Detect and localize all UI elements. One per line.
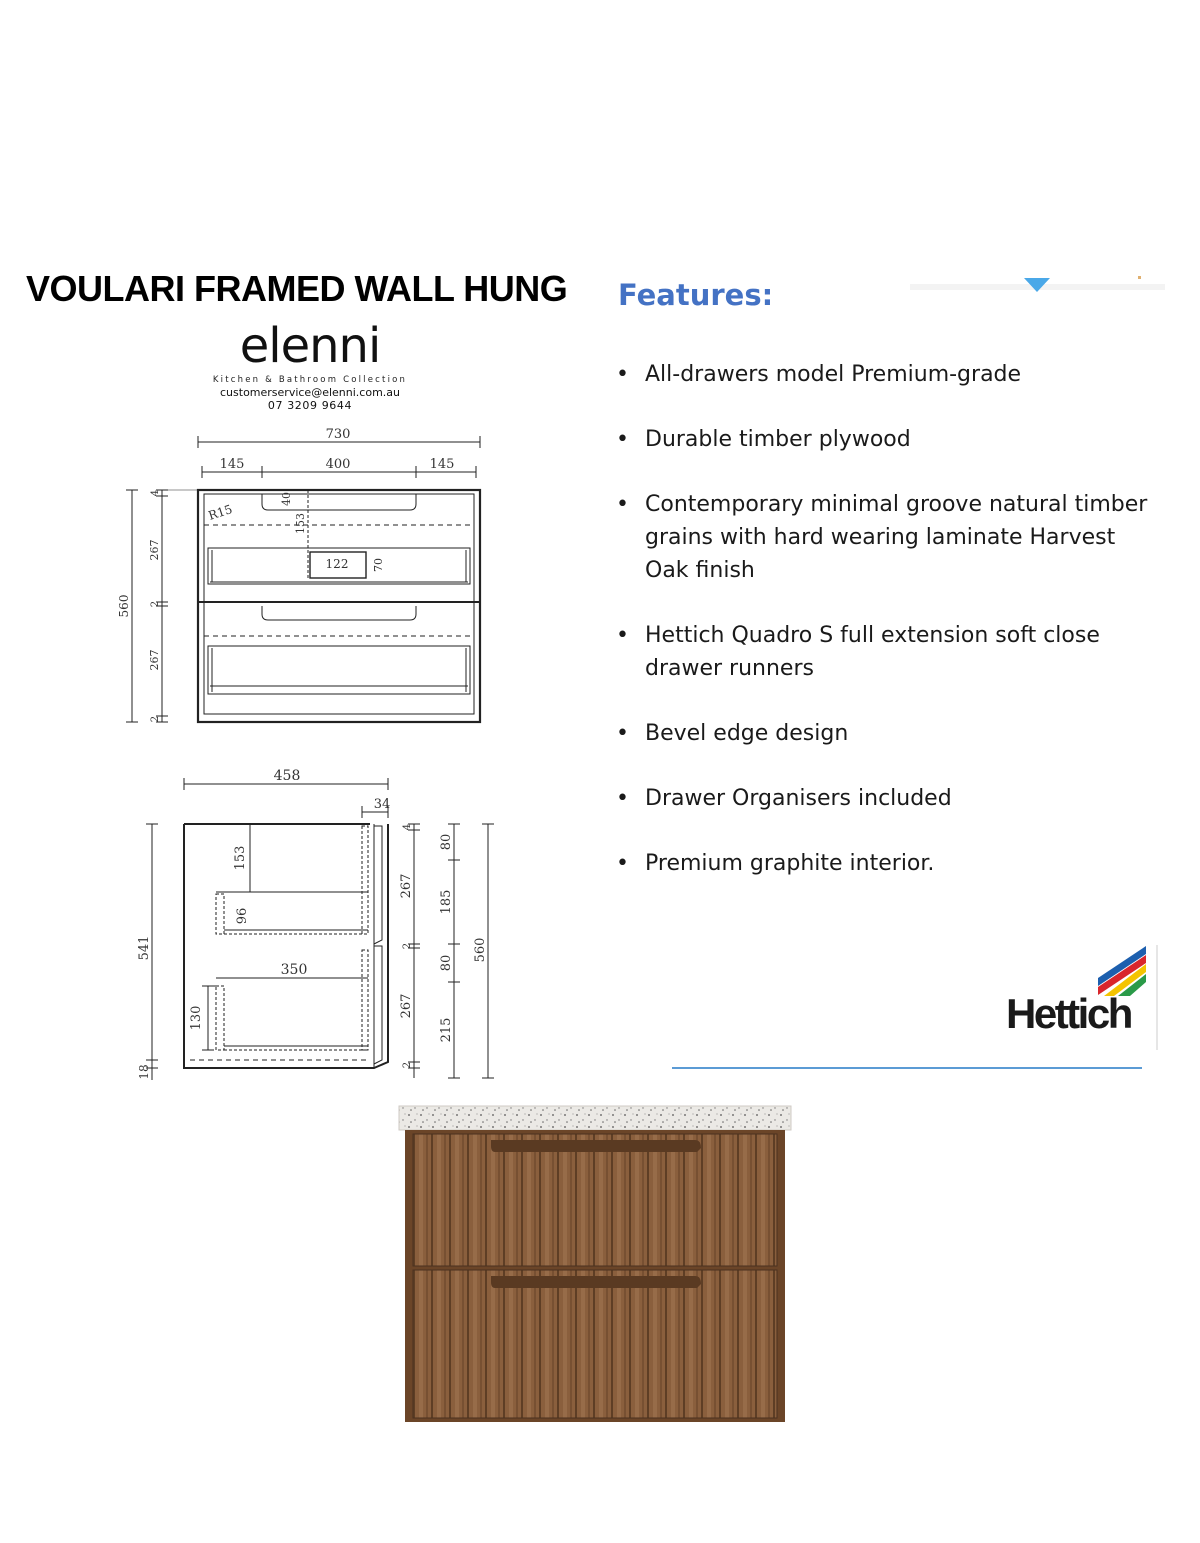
logo-divider	[1156, 945, 1158, 1050]
feature-item: • Durable timber plywood	[616, 423, 1156, 456]
dim-side-overall-height: 560	[473, 937, 488, 963]
feature-item: • Premium graphite interior.	[616, 847, 1156, 880]
front-elevation-drawing	[100, 420, 500, 740]
dim-overall-width: 730	[325, 427, 351, 442]
dim-left-margin: 145	[219, 457, 245, 472]
product-photo	[395, 1100, 795, 1430]
dim-lower-depth: 350	[280, 962, 308, 978]
side-section-drawing	[130, 760, 500, 1090]
dim-gap-height: 70	[372, 558, 385, 572]
brand-phone: 07 3209 9644	[267, 399, 353, 412]
feature-item: • Contemporary minimal groove natural timber grains with hard wearing laminate Harvest Oak finish	[616, 488, 1156, 587]
dim-front-thickness: 34	[373, 797, 391, 812]
dim-side-mid-gap: 2	[402, 942, 413, 950]
product-title: VOULARI FRAMED WALL HUNG	[26, 268, 568, 309]
dim-lower-height: 130	[189, 1005, 204, 1031]
brand-email: customerservice@elenni.com.au	[220, 386, 400, 399]
dim-mid-gap: 2	[150, 600, 161, 608]
decorative-strip	[910, 270, 1170, 300]
dim-top-gap: 4	[150, 489, 161, 497]
feature-item: • Bevel edge design	[616, 717, 1156, 750]
dim-drawer-upper: 267	[148, 539, 161, 561]
dim-organiser-height: 96	[235, 907, 250, 925]
dim-upper-front: 80	[439, 833, 454, 851]
dim-lower-front: 80	[439, 954, 454, 972]
hettich-logo: Hettich	[1006, 990, 1131, 1037]
dim-drawer-lower: 267	[148, 649, 161, 671]
dim-right-margin: 145	[429, 457, 455, 472]
dim-side-drawer-upper: 267	[399, 873, 414, 899]
separator-line	[672, 1067, 1142, 1069]
dim-lower-inner: 215	[439, 1017, 454, 1043]
brand-tagline: Kitchen & Bathroom Collection	[212, 375, 408, 385]
feature-item: • All-drawers model Premium-grade	[616, 358, 1156, 391]
dim-cutout-clearance: 153	[294, 513, 307, 534]
dim-centre-cutout: 400	[325, 457, 351, 472]
dim-overall-height: 560	[117, 594, 131, 618]
brand-logo-wordmark: elenni	[239, 318, 381, 374]
dim-side-top-gap: 4	[402, 823, 413, 831]
dim-bottom-gap: 2	[150, 715, 161, 723]
dim-upper-clearance: 153	[233, 845, 248, 871]
feature-item: • Drawer Organisers included	[616, 782, 1156, 815]
feature-item: • Hettich Quadro S full extension soft close drawer runners	[616, 619, 1156, 685]
drawer-handle-upper	[491, 1140, 701, 1152]
features-list	[616, 358, 1156, 912]
dim-side-drawer-lower: 267	[399, 993, 414, 1019]
dim-upper-inner: 185	[439, 889, 454, 915]
dim-overall-depth: 458	[273, 768, 301, 784]
features-heading: Features:	[618, 278, 774, 312]
dim-side-bottom-gap: 2	[402, 1061, 413, 1069]
dim-cutout-depth: 40	[280, 492, 293, 506]
drawer-handle-lower	[491, 1276, 701, 1288]
dim-carcass-height: 541	[137, 935, 152, 961]
dim-radius: R15	[206, 502, 235, 523]
dim-gap-width: 122	[325, 557, 349, 571]
dim-base: 18	[137, 1064, 151, 1080]
